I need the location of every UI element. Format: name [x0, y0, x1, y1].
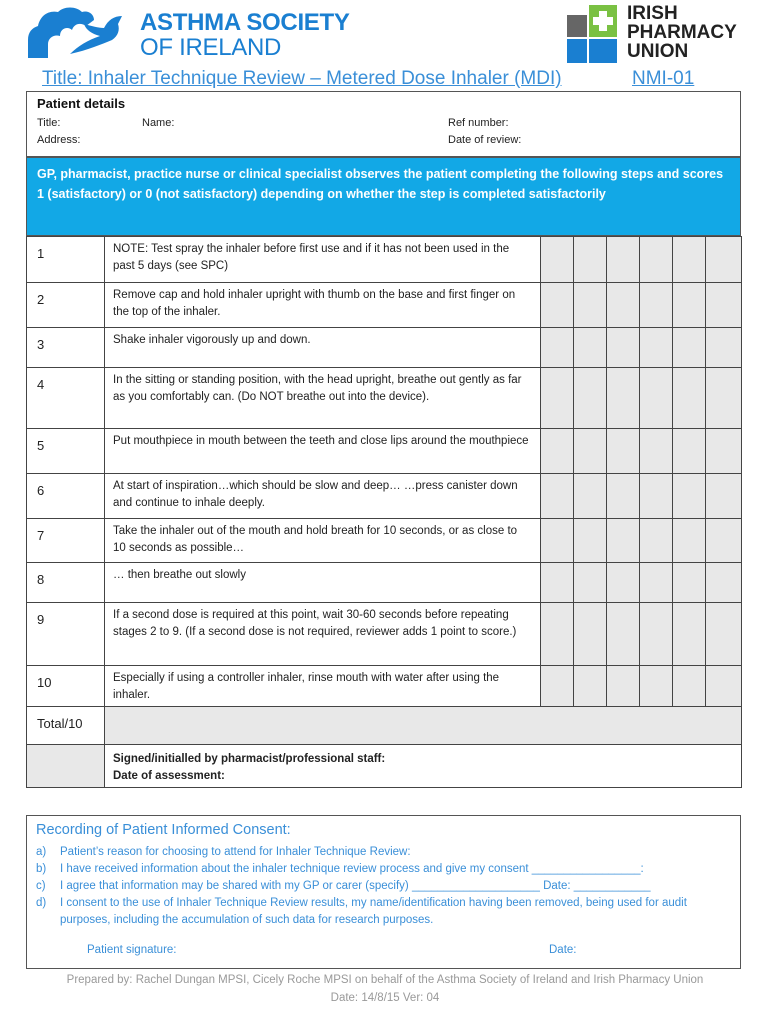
step-number: 10 [27, 666, 105, 707]
signature-row [27, 745, 742, 788]
consent-date-field[interactable]: Date: [549, 944, 577, 956]
score-cell[interactable] [607, 666, 640, 707]
consent-letter: d) [36, 897, 47, 909]
step-row [27, 474, 742, 519]
patient-name-field[interactable]: Name: [142, 117, 175, 129]
step-number: 3 [27, 328, 105, 368]
score-cell[interactable] [574, 603, 607, 666]
score-cell[interactable] [607, 603, 640, 666]
assessment-date-label: Date of assessment: [113, 770, 225, 782]
score-cell[interactable] [673, 519, 706, 563]
page-header [0, 0, 770, 68]
step-row [27, 429, 742, 474]
consent-item-d[interactable] [36, 895, 736, 929]
asthma-society-logo-icon [26, 4, 126, 60]
footer-date-version: Date: 14/8/15 Ver: 04 [330, 992, 440, 1004]
score-cell[interactable] [673, 666, 706, 707]
score-cell[interactable] [673, 283, 706, 328]
ref-number-field[interactable]: Ref number: [448, 117, 509, 129]
step-text: Take the inhaler out of the mouth and hold breath for 10 seconds, or as close to 10 seconds as possible… [105, 519, 541, 563]
score-cell[interactable] [607, 563, 640, 603]
score-cell[interactable] [541, 368, 574, 429]
score-cell[interactable] [541, 283, 574, 328]
score-cell[interactable] [640, 237, 673, 283]
patient-address-field[interactable]: Address: [37, 134, 81, 146]
total-score-cell[interactable] [105, 707, 742, 745]
score-cell[interactable] [574, 474, 607, 519]
score-cell[interactable] [706, 328, 742, 368]
ipu-name [627, 4, 737, 61]
patient-signature-field[interactable]: Patient signature: [87, 944, 177, 956]
score-cell[interactable] [640, 368, 673, 429]
step-number: 9 [27, 603, 105, 666]
score-cell[interactable] [673, 563, 706, 603]
step-row [27, 666, 742, 707]
score-cell[interactable] [541, 474, 574, 519]
score-cell[interactable] [541, 519, 574, 563]
score-cell[interactable] [706, 474, 742, 519]
score-cell[interactable] [640, 474, 673, 519]
consent-letter: c) [36, 880, 46, 892]
step-number: 7 [27, 519, 105, 563]
form-code: NMI-01 [632, 68, 695, 89]
consent-item-a[interactable] [36, 844, 736, 861]
step-number: 8 [27, 563, 105, 603]
total-row [27, 707, 742, 745]
step-row [27, 368, 742, 429]
step-number: 4 [27, 368, 105, 429]
irish-pharmacy-union-logo-icon [567, 5, 617, 63]
step-row [27, 519, 742, 563]
consent-text: Patient’s reason for choosing to attend for Inhaler Technique Review: [60, 846, 411, 858]
score-cell[interactable] [607, 328, 640, 368]
score-cell[interactable] [673, 474, 706, 519]
step-number: 6 [27, 474, 105, 519]
step-row [27, 237, 742, 283]
ipu-name-line3: UNION [627, 41, 689, 62]
score-cell[interactable] [706, 429, 742, 474]
signature-spacer-cell [27, 745, 105, 788]
score-cell[interactable] [706, 563, 742, 603]
step-number: 5 [27, 429, 105, 474]
score-cell[interactable] [706, 519, 742, 563]
patient-details-box [26, 91, 741, 157]
step-text: Put mouthpiece in mouth between the teeth and close lips around the mouthpiece [105, 429, 541, 474]
step-text: In the sitting or standing position, with the head upright, breathe out gently as far as you comfortably can. (Do NOT breathe out into the device). [105, 368, 541, 429]
score-cell[interactable] [640, 283, 673, 328]
step-row [27, 603, 742, 666]
score-cell[interactable] [541, 328, 574, 368]
step-row [27, 563, 742, 603]
score-cell[interactable] [607, 368, 640, 429]
score-cell[interactable] [607, 519, 640, 563]
score-cell[interactable] [574, 519, 607, 563]
patient-details-heading: Patient details [37, 96, 126, 111]
step-text: … then breathe out slowly [105, 563, 541, 603]
consent-letter: b) [36, 863, 47, 875]
score-cell[interactable] [640, 328, 673, 368]
score-cell[interactable] [541, 429, 574, 474]
score-cell[interactable] [640, 563, 673, 603]
steps-table [26, 236, 742, 788]
total-label: Total/10 [27, 707, 105, 745]
instructions-banner: GP, pharmacist, practice nurse or clinical specialist observes the patient completing the following steps and scores 1 (satisfactory) or 0 (not satisfactory) depending on whether the step is completed satisfactorily [26, 157, 741, 236]
consent-text: I agree that information may be shared with my GP or carer (specify) ____________________ Date: ____________ [60, 880, 651, 892]
step-text: Shake inhaler vigorously up and down. [105, 328, 541, 368]
consent-text: I consent to the use of Inhaler Technique Review results, my name/identification having been removed, being used for audit purposes, including the accumulation of such data for research purposes. [60, 897, 687, 926]
score-cell[interactable] [706, 666, 742, 707]
score-cell[interactable] [574, 563, 607, 603]
score-cell[interactable] [673, 237, 706, 283]
score-cell[interactable] [640, 429, 673, 474]
consent-text: I have received information about the inhaler technique review process and give my consent _________________: [60, 863, 644, 875]
score-cell[interactable] [607, 474, 640, 519]
step-text: If a second dose is required at this point, wait 30-60 seconds before repeating stages 2 to 9. (If a second dose is not required, reviewer adds 1 point to score.) [105, 603, 541, 666]
score-cell[interactable] [607, 283, 640, 328]
score-cell[interactable] [673, 429, 706, 474]
consent-title: Recording of Patient Informed Consent: [36, 822, 291, 838]
score-cell[interactable] [640, 666, 673, 707]
signed-by-label: Signed/initialled by pharmacist/professional staff: [113, 753, 386, 765]
score-cell[interactable] [541, 237, 574, 283]
patient-title-field[interactable]: Title: [37, 117, 61, 129]
score-cell[interactable] [574, 237, 607, 283]
score-cell[interactable] [541, 563, 574, 603]
step-text: At start of inspiration…which should be slow and deep… …press canister down and continue to inhale deeply. [105, 474, 541, 519]
score-cell[interactable] [706, 603, 742, 666]
score-cell[interactable] [673, 603, 706, 666]
consent-item-b[interactable] [36, 861, 736, 878]
asi-name-line2: OF IRELAND [140, 34, 282, 61]
score-cell[interactable] [574, 283, 607, 328]
score-cell[interactable] [706, 368, 742, 429]
consent-item-c[interactable] [36, 878, 736, 895]
score-cell[interactable] [673, 328, 706, 368]
step-number: 1 [27, 237, 105, 283]
score-cell[interactable] [706, 237, 742, 283]
consent-letter: a) [36, 846, 47, 858]
score-cell[interactable] [574, 328, 607, 368]
signature-cell[interactable] [105, 745, 742, 788]
step-text: NOTE: Test spray the inhaler before first use and if it has not been used in the past 5 days (see SPC) [105, 237, 541, 283]
steps-body [27, 237, 742, 788]
step-text: Especially if using a controller inhaler, rinse mouth with water after using the inhaler. [105, 666, 541, 707]
review-date-field[interactable]: Date of review: [448, 134, 522, 146]
footer-prepared-by: Prepared by: Rachel Dungan MPSI, Cicely Roche MPSI on behalf of the Asthma Society of Ireland and Irish Pharmacy Union [66, 974, 704, 986]
score-cell[interactable] [706, 283, 742, 328]
score-cell[interactable] [640, 519, 673, 563]
consent-box [26, 815, 741, 969]
step-row [27, 328, 742, 368]
ipu-name-line1: IRISH [627, 3, 678, 24]
step-number: 2 [27, 283, 105, 328]
score-cell[interactable] [541, 603, 574, 666]
form-title: Title: Inhaler Technique Review – Metered Dose Inhaler (MDI) [42, 68, 562, 89]
score-cell[interactable] [607, 429, 640, 474]
score-cell[interactable] [673, 368, 706, 429]
score-cell[interactable] [607, 237, 640, 283]
score-cell[interactable] [574, 429, 607, 474]
step-text: Remove cap and hold inhaler upright with thumb on the base and first finger on the top of the inhaler. [105, 283, 541, 328]
score-cell[interactable] [541, 666, 574, 707]
score-cell[interactable] [640, 603, 673, 666]
score-cell[interactable] [574, 368, 607, 429]
score-cell[interactable] [574, 666, 607, 707]
asi-name-line1: ASTHMA SOCIETY [140, 9, 350, 36]
ipu-name-line2: PHARMACY [627, 22, 737, 43]
consent-list [36, 844, 736, 929]
step-row [27, 283, 742, 328]
